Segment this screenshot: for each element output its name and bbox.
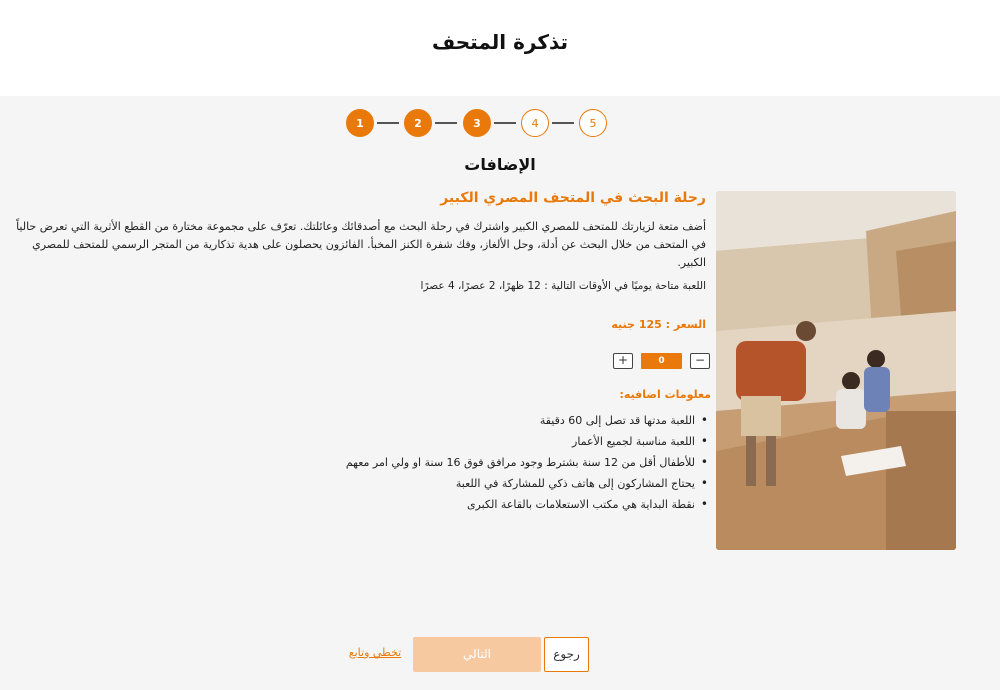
step-connector bbox=[377, 122, 399, 124]
footer-actions bbox=[0, 637, 1000, 672]
addon-content bbox=[6, 190, 706, 361]
step-4: 4 bbox=[521, 109, 549, 137]
quantity-stepper bbox=[613, 353, 711, 369]
header bbox=[0, 0, 1000, 96]
step-connector bbox=[435, 122, 457, 124]
more-info-title: معلومات اضافيه: bbox=[619, 388, 711, 401]
decrease-button[interactable]: − bbox=[690, 353, 710, 369]
list-item: • يحتاج المشاركون إلى هاتف ذكي للمشاركة في اللعبة bbox=[6, 473, 711, 494]
more-info-list bbox=[6, 410, 711, 515]
stepper bbox=[346, 109, 608, 137]
step-5: 5 bbox=[579, 109, 607, 137]
increase-button[interactable]: + bbox=[613, 353, 633, 369]
step-2[interactable]: 2 bbox=[404, 109, 432, 137]
list-item: • للأطفال أقل من 12 سنة بشترط وجود مرافق فوق 16 سنة او ولي امر معهم bbox=[6, 452, 711, 473]
addon-price: السعر : 125 جنيه bbox=[611, 318, 706, 331]
addon-description: أضف متعة لزيارتك للمتحف للمصري الكبير واشترك في رحلة البحث مع أصدقائك وعائلتك. تعرّف على مجموعة مختارة من القطع الأثرية التي تعرض حالياً في المتحف من خلال البحث عن أدلة، وحل الألغاز، وفك شفرة الكنز المخبأ. الفائزون يحصلون على هدية تذكارية من المتجر الرسمي للمتحف للمصري الكبير. bbox=[16, 220, 706, 269]
skip-link[interactable]: تخطي وتابع bbox=[348, 646, 402, 659]
list-item: • نقطة البداية هي مكتب الاستعلامات بالقاعة الكبرى bbox=[6, 494, 711, 515]
step-connector bbox=[552, 122, 574, 124]
list-item: • اللعبة مدتها قد تصل إلى 60 دقيقة bbox=[6, 410, 711, 431]
section-title: الإضافات bbox=[464, 155, 536, 174]
addon-image bbox=[716, 191, 956, 550]
list-item: • اللعبة مناسبة لجميع الأعمار bbox=[6, 431, 711, 452]
addon-times: اللعبة متاحة يوميًا في الأوقات التالية : 12 ظهرًا، 2 عصرًا، 4 عصرًا bbox=[420, 280, 706, 292]
step-connector bbox=[494, 122, 516, 124]
page-title: تذكرة المتحف bbox=[431, 30, 569, 54]
back-button[interactable]: رجوع bbox=[544, 637, 589, 672]
step-3[interactable]: 3 bbox=[463, 109, 491, 137]
step-1[interactable]: 1 bbox=[346, 109, 374, 137]
addon-title: رحلة البحث في المتحف المصري الكبير bbox=[440, 190, 706, 206]
next-button[interactable]: التالي bbox=[413, 637, 541, 672]
quantity-value: 0 bbox=[641, 353, 682, 369]
